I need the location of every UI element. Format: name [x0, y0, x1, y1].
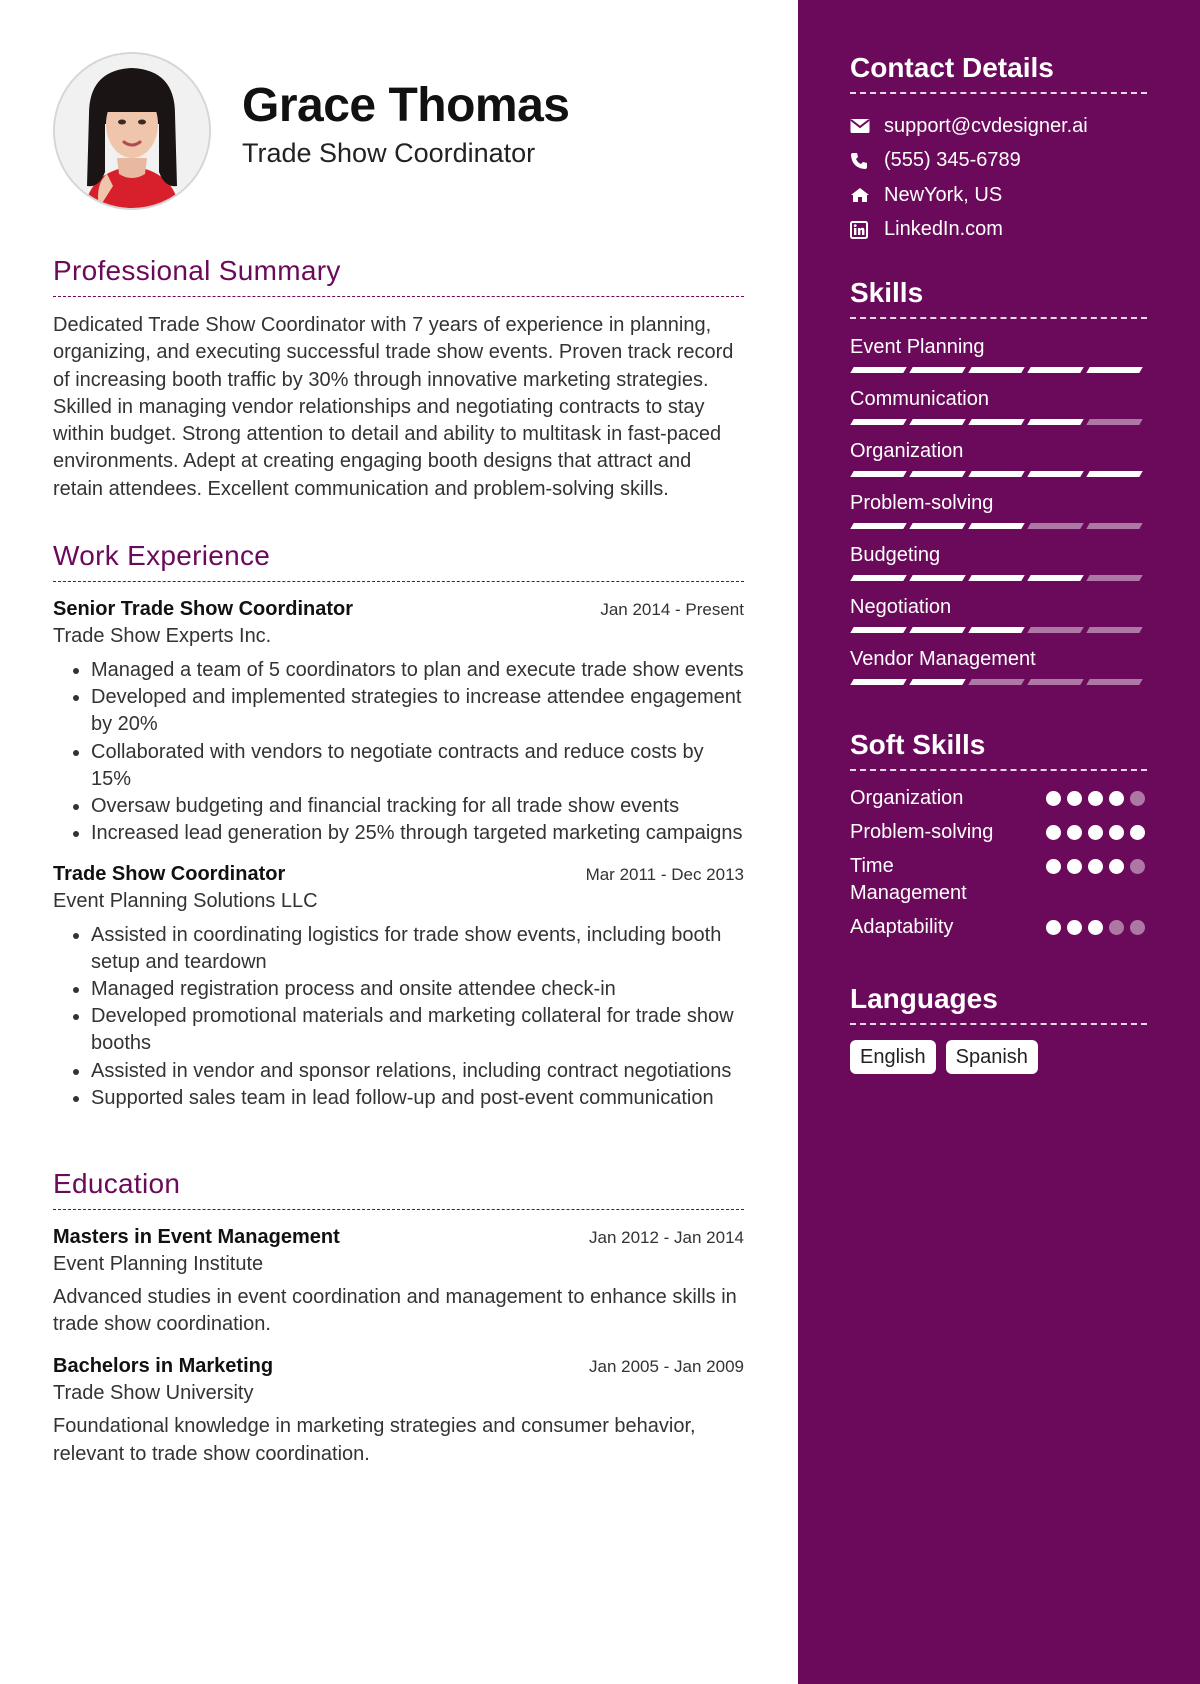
job-title: Senior Trade Show Coordinator: [53, 598, 354, 621]
skill-level-segment: [968, 575, 1024, 581]
skill-level-segment: [850, 471, 906, 477]
skill-level-segment: [1027, 523, 1083, 529]
skill-item: [850, 491, 1147, 529]
skill-level-bars: [850, 471, 1147, 477]
rating-dot: [1109, 825, 1124, 840]
job-bullet: • Assisted in coordinating logistics for trade show events, including booth setup and teardown: [91, 922, 744, 976]
job-bullet: • Managed a team of 5 coordinators to plan and execute trade show events: [91, 657, 744, 684]
envelope-icon: [850, 118, 884, 134]
skill-level-bars: [850, 419, 1147, 425]
education-entry: [53, 1353, 744, 1467]
rating-dot: [1109, 791, 1124, 806]
skill-level-segment: [909, 471, 965, 477]
job-bullet: • Assisted in vendor and sponsor relations, including contract negotiations: [91, 1058, 744, 1085]
summary-heading: Professional Summary: [53, 254, 744, 297]
skill-level-segment: [909, 367, 965, 373]
rating-dot: [1046, 825, 1061, 840]
candidate-role: Trade Show Coordinator: [242, 138, 536, 168]
skill-level-segment: [968, 523, 1024, 529]
skill-level-segment: [1027, 627, 1083, 633]
skill-level-segment: [1086, 367, 1142, 373]
soft-skill-item: [850, 819, 1147, 846]
home-icon: [850, 187, 884, 203]
rating-dot: [1088, 825, 1103, 840]
education-heading: Education: [53, 1167, 744, 1210]
soft-skills-list: [850, 785, 1147, 941]
profile-photo: [55, 54, 209, 208]
skill-level-segment: [1027, 367, 1083, 373]
contact-location: [850, 178, 1147, 213]
skill-name: Vendor Management: [850, 648, 1036, 670]
skill-level-segment: [1027, 575, 1083, 581]
school-name: Event Planning Institute: [53, 1252, 264, 1275]
language-tag: Spanish: [946, 1040, 1038, 1074]
rating-dot: [1067, 920, 1082, 935]
avatar: [53, 52, 211, 210]
language-list: [850, 1040, 1147, 1074]
rating-dot: [1109, 859, 1124, 874]
skill-level-segment: [850, 627, 906, 633]
education-date: Jan 2005 - Jan 2009: [588, 1357, 744, 1377]
contact-linkedin[interactable]: [850, 213, 1147, 248]
skill-level-bars: [850, 679, 1147, 685]
skill-level-segment: [968, 627, 1024, 633]
education-description: Foundational knowledge in marketing strategies and consumer behavior, relevant to trade show coordination.: [53, 1415, 696, 1465]
rating-dot: [1046, 859, 1061, 874]
job-bullets: [53, 922, 744, 1112]
skill-level-segment: [909, 523, 965, 529]
rating-dot: [1130, 791, 1145, 806]
soft-skill-name: Organization: [850, 787, 964, 809]
skills-list: [850, 335, 1147, 685]
skill-level-segment: [1086, 419, 1142, 425]
contact-email[interactable]: [850, 109, 1147, 144]
job-bullet: • Managed registration process and onsite attendee check-in: [91, 976, 744, 1003]
skill-level-segment: [909, 679, 965, 685]
rating-dot: [1046, 791, 1061, 806]
skill-name: Communication: [850, 388, 989, 410]
skill-name: Negotiation: [850, 596, 952, 618]
skill-name: Organization: [850, 440, 964, 462]
rating-dot: [1067, 791, 1082, 806]
skill-item: [850, 647, 1147, 685]
skill-level-segment: [1027, 471, 1083, 477]
soft-skill-rating: [1046, 825, 1145, 840]
contact-email-text: support@cvdesigner.ai: [884, 114, 1088, 137]
skill-level-segment: [1086, 679, 1142, 685]
soft-skill-item: [850, 853, 1147, 907]
soft-skill-name: Problem-solving: [850, 821, 994, 843]
contact-linkedin-text: LinkedIn.com: [884, 218, 1003, 241]
languages-heading: Languages: [850, 981, 1147, 1025]
job-date: Jan 2014 - Present: [600, 600, 744, 620]
skill-item: [850, 543, 1147, 581]
skill-name: Event Planning: [850, 336, 985, 358]
skill-level-segment: [1027, 419, 1083, 425]
rating-dot: [1130, 825, 1145, 840]
education-date: Jan 2012 - Jan 2014: [588, 1227, 744, 1247]
rating-dot: [1109, 920, 1124, 935]
skills-heading: Skills: [850, 275, 1147, 319]
language-tag: English: [850, 1040, 936, 1074]
skill-level-segment: [968, 367, 1024, 373]
rating-dot: [1088, 859, 1103, 874]
skill-level-segment: [1027, 679, 1083, 685]
contact-location-text: NewYork, US: [884, 183, 1003, 206]
job-entry: [53, 861, 744, 1112]
education-entry: [53, 1224, 744, 1338]
skill-level-segment: [850, 679, 906, 685]
candidate-name: Grace Thomas: [242, 79, 570, 132]
rating-dot: [1130, 920, 1145, 935]
skill-name: Problem-solving: [850, 492, 994, 514]
job-bullet: • Developed and implemented strategies to increase attendee engagement by 20%: [91, 684, 744, 738]
rating-dot: [1088, 920, 1103, 935]
resume-header: [53, 52, 744, 210]
job-bullets: [53, 657, 744, 847]
contact-phone-text: (555) 345-6789: [884, 149, 1021, 172]
soft-skill-item: [850, 785, 1147, 812]
skill-level-bars: [850, 627, 1147, 633]
skill-level-segment: [968, 419, 1024, 425]
skill-item: [850, 387, 1147, 425]
soft-skills-heading: Soft Skills: [850, 727, 1147, 771]
contact-list: [850, 109, 1147, 247]
job-company: Event Planning Solutions LLC: [53, 889, 318, 912]
job-company: Trade Show Experts Inc.: [53, 625, 272, 648]
resume-sidebar: [798, 0, 1200, 1684]
job-bullet: • Collaborated with vendors to negotiate contracts and reduce costs by 15%: [91, 739, 744, 793]
skill-level-segment: [909, 419, 965, 425]
job-bullet: • Oversaw budgeting and financial tracking for all trade show events: [91, 793, 744, 820]
job-bullet: • Increased lead generation by 25% through targeted marketing campaigns: [91, 820, 744, 847]
skill-level-bars: [850, 575, 1147, 581]
contact-phone[interactable]: [850, 144, 1147, 179]
skill-level-segment: [850, 367, 906, 373]
skill-level-segment: [909, 575, 965, 581]
contact-heading: Contact Details: [850, 50, 1147, 94]
skill-level-segment: [1086, 575, 1142, 581]
soft-skill-rating: [1046, 920, 1145, 935]
school-name: Trade Show University: [53, 1382, 254, 1405]
education-description: Advanced studies in event coordination and management to enhance skills in trade show coordination.: [53, 1285, 737, 1336]
skill-level-segment: [850, 419, 906, 425]
rating-dot: [1088, 791, 1103, 806]
skill-level-segment: [968, 471, 1024, 477]
soft-skill-name: Adaptability: [850, 916, 954, 938]
skill-level-bars: [850, 523, 1147, 529]
skill-level-bars: [850, 367, 1147, 373]
skill-level-segment: [968, 679, 1024, 685]
job-bullet: • Supported sales team in lead follow-up and post-event communication: [91, 1085, 744, 1112]
name-block: [242, 78, 569, 170]
skill-level-segment: [850, 575, 906, 581]
skill-level-segment: [1086, 471, 1142, 477]
skill-item: [850, 335, 1147, 373]
rating-dot: [1067, 825, 1082, 840]
skill-level-segment: [1086, 523, 1142, 529]
phone-icon: [850, 152, 884, 170]
soft-skill-rating: [1046, 791, 1145, 806]
rating-dot: [1130, 859, 1145, 874]
soft-skill-rating: [1046, 859, 1145, 874]
skill-level-segment: [850, 523, 906, 529]
skill-level-segment: [909, 627, 965, 633]
degree-title: Bachelors in Marketing: [53, 1355, 274, 1378]
rating-dot: [1046, 920, 1061, 935]
rating-dot: [1067, 859, 1082, 874]
soft-skill-name: Time Management: [850, 855, 967, 904]
skill-name: Budgeting: [850, 544, 941, 566]
skill-item: [850, 439, 1147, 477]
job-bullet: • Developed promotional materials and marketing collateral for trade show booths: [91, 1003, 744, 1057]
degree-title: Masters in Event Management: [53, 1225, 340, 1248]
job-date: Mar 2011 - Dec 2013: [585, 864, 744, 884]
skill-level-segment: [1086, 627, 1142, 633]
job-entry: [53, 596, 744, 847]
soft-skill-item: [850, 914, 1147, 941]
work-heading: Work Experience: [53, 539, 744, 582]
linkedin-icon: [850, 221, 884, 239]
skill-item: [850, 595, 1147, 633]
job-title: Trade Show Coordinator: [53, 862, 286, 885]
summary-text: Dedicated Trade Show Coordinator with 7 years of experience in planning, organizing, and executing successful trade show events. Proven track record of increasing booth traffic by 30% through innovative marketing strategies. Skilled in managing vendor relationships and negotiating contracts to stay within budget. Strong attention to detail and ability to multitask in fast-paced environments. Adept at creating engaging booth designs that attract and retain attendees. Excellent communication and problem-solving skills.: [53, 314, 734, 500]
